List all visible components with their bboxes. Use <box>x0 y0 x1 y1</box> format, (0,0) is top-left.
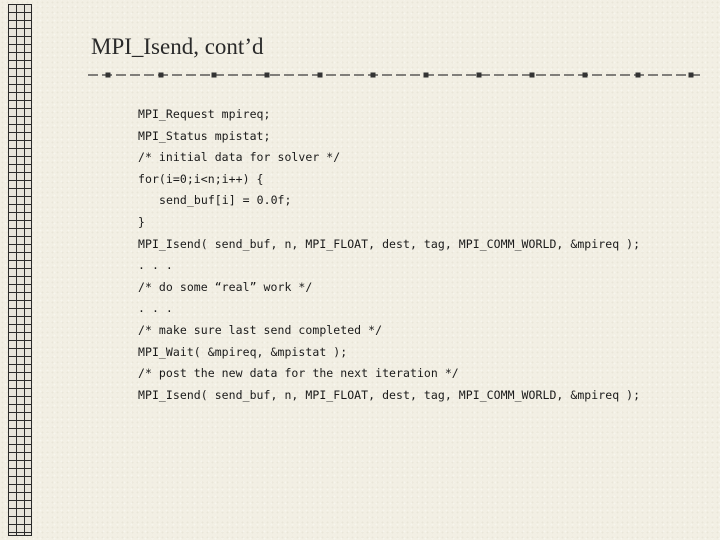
code-line: send_buf[i] = 0.0f; <box>159 193 292 208</box>
rule-marker <box>371 73 376 78</box>
rule-marker <box>424 73 429 78</box>
code-line: /* do some “real” work */ <box>138 279 313 294</box>
rule-marker <box>106 73 111 78</box>
rule-marker <box>477 73 482 78</box>
slide-title: MPI_Isend, cont’d <box>91 34 264 59</box>
title-divider-rule <box>88 69 700 81</box>
rule-marker <box>636 73 641 78</box>
code-line: } <box>138 214 145 229</box>
code-line: MPI_Request mpireq; <box>138 107 271 121</box>
code-line: MPI_Isend( send_buf, n, MPI_FLOAT, dest, tag, MPI_COMM_WORLD, &mpireq ); <box>138 387 641 402</box>
code-line: /* post the new data for the next iteration */ <box>138 366 459 381</box>
code-line: for(i=0;i<n;i++) { <box>138 171 264 186</box>
code-block <box>138 104 708 406</box>
code-line: MPI_Isend( send_buf, n, MPI_FLOAT, dest, tag, MPI_COMM_WORLD, &mpireq ); <box>138 236 641 251</box>
decorative-grid-strip <box>8 4 32 536</box>
code-line: . . . <box>138 301 173 316</box>
code-line: MPI_Wait( &mpireq, &mpistat ); <box>138 344 348 359</box>
rule-marker <box>212 73 217 78</box>
code-line: MPI_Status mpistat; <box>138 128 271 143</box>
code-line: . . . <box>138 258 173 273</box>
rule-marker <box>583 73 588 78</box>
code-line: /* initial data for solver */ <box>138 150 341 165</box>
rule-marker <box>159 73 164 78</box>
rule-marker <box>689 73 694 78</box>
rule-marker <box>530 73 535 78</box>
rule-marker <box>318 73 323 78</box>
code-line: /* make sure last send completed */ <box>138 322 383 337</box>
rule-marker <box>265 73 270 78</box>
